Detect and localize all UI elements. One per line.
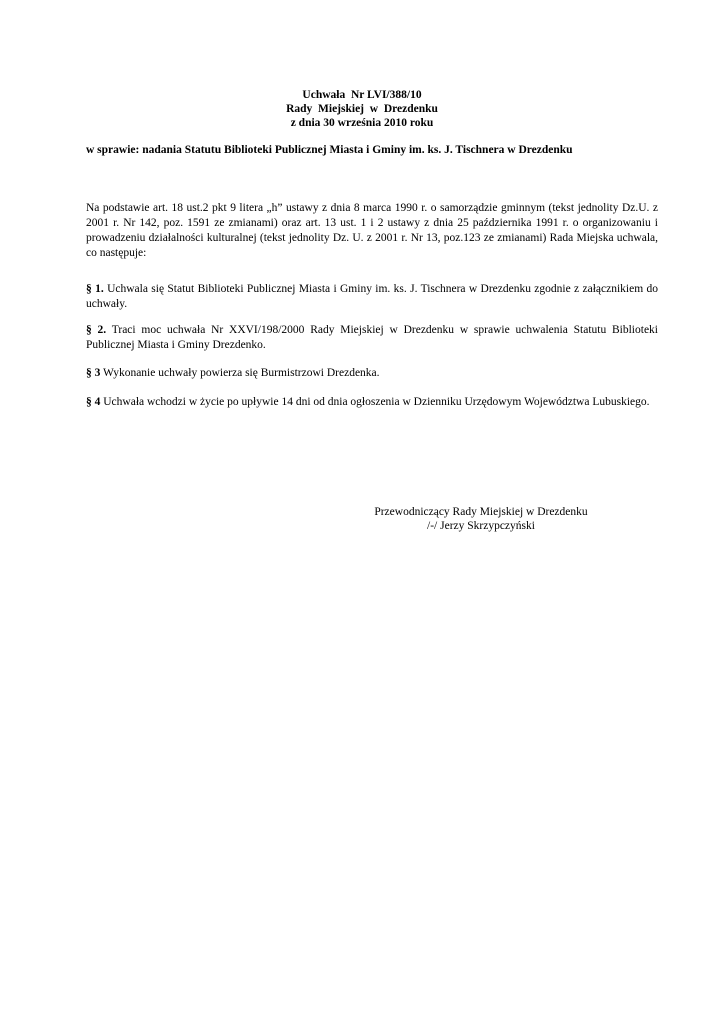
paragraph-4-number: § 4 xyxy=(86,396,101,408)
resolution-subject: w sprawie: nadania Statutu Biblioteki Publicznej Miasta i Gminy im. ks. J. Tischnera w Drezdenku xyxy=(86,144,573,156)
paragraph-1-number: § 1. xyxy=(86,283,104,295)
paragraph-1-text: Uchwala się Statut Biblioteki Publicznej Miasta i Gminy im. ks. J. Tischnera w Drezdenku zgodnie z załącznikiem do uchwały. xyxy=(86,283,659,310)
resolution-header xyxy=(0,88,724,130)
resolution-date: z dnia 30 września 2010 roku xyxy=(290,117,434,129)
signatory-name: /-/ Jerzy Skrzypczyński xyxy=(427,520,535,532)
resolution-number: Uchwała Nr LVI/388/10 xyxy=(302,89,422,101)
legal-basis-preamble: Na podstawie art. 18 ust.2 pkt 9 litera „h” ustawy z dnia 8 marca 1990 r. o samorządzie gminnym (tekst jednolity Dz.U. z 2001 r. Nr 142, poz. 1591 ze zmianami) oraz art. 13 ust. 1 i 2 ustawy z dnia 25 października 1991 r. o organizowaniu i prowadzeniu działalności kulturalnej (tekst jednolity Dz. U. z 2001 r. Nr 13, poz.123 ze zmianami) Rada Miejska uchwala, co następuje: xyxy=(86,202,658,259)
paragraph-3-number: § 3 xyxy=(86,367,101,379)
paragraph-2-text: Traci moc uchwała Nr XXVI/198/2000 Rady Miejskiej w Drezdenku w sprawie uchwalenia Statutu Biblioteki Publicznej Miasta i Gminy Drezdenko. xyxy=(86,324,658,351)
paragraph-1 xyxy=(86,282,658,312)
paragraph-4-text: Uchwała wchodzi w życie po upływie 14 dni od dnia ogłoszenia w Dzienniku Urzędowym Województwa Lubuskiego. xyxy=(100,396,650,408)
paragraph-2 xyxy=(86,323,658,353)
paragraph-3-text: Wykonanie uchwały powierza się Burmistrzowi Drezdenka. xyxy=(100,367,380,379)
paragraph-4 xyxy=(86,395,658,410)
signature-block xyxy=(366,505,596,533)
signatory-title: Przewodniczący Rady Miejskiej w Drezdenku xyxy=(374,506,588,518)
paragraph-3 xyxy=(86,366,658,381)
council-name: Rady Miejskiej w Drezdenku xyxy=(286,103,438,115)
paragraph-2-number: § 2. xyxy=(86,324,107,336)
